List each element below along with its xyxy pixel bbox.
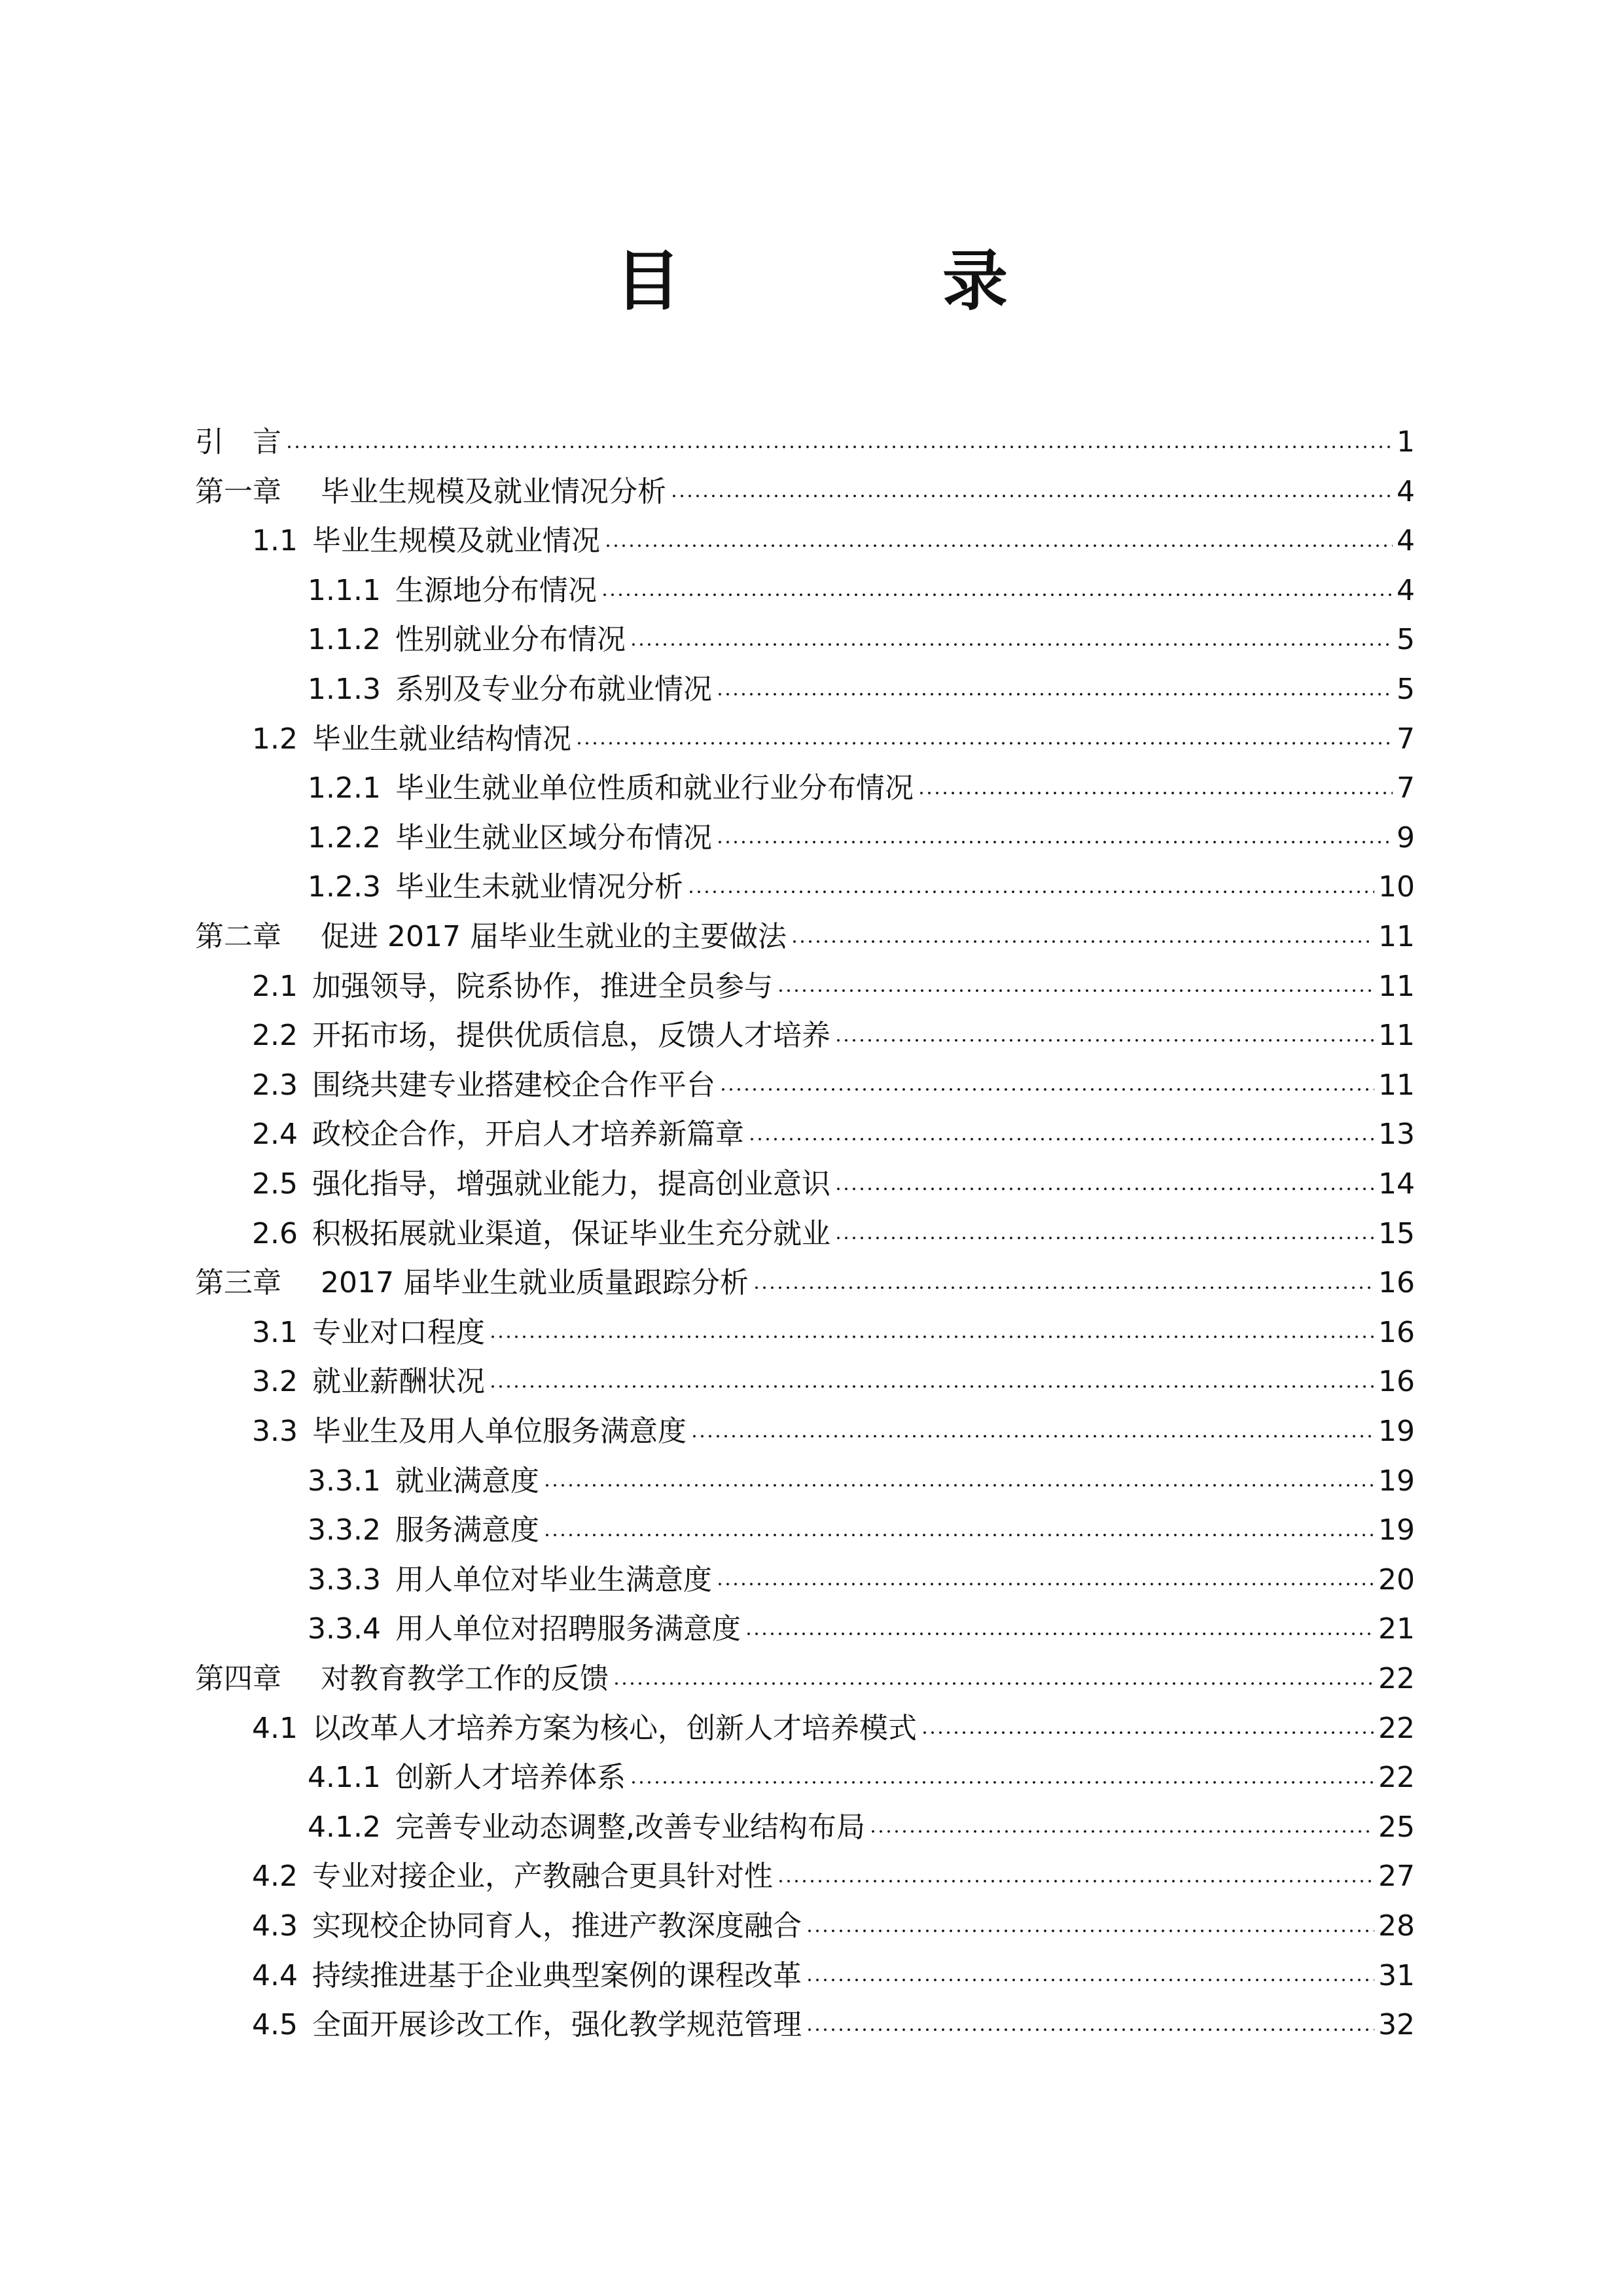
toc-entry[interactable] [308, 615, 1415, 664]
toc-entry[interactable] [195, 467, 1415, 516]
toc-dot-leader [285, 445, 1393, 449]
toc-entry-number: 第一章 [195, 474, 281, 508]
toc-entry-label: 专业对接企业，产教融合更具针对性 [312, 1860, 773, 1894]
toc-entry-number: 3.2 [252, 1365, 298, 1399]
toc-entry-page-number: 11 [1378, 1019, 1415, 1053]
toc-entry[interactable] [252, 1704, 1415, 1753]
toc-entry[interactable] [252, 2000, 1415, 2049]
toc-entry[interactable] [308, 1555, 1415, 1604]
toc-entry-number: 4.4 [252, 1958, 298, 1992]
toc-entry-label: 毕业生未就业情况分析 [395, 870, 683, 904]
toc-entry-number: 3.3.4 [308, 1612, 381, 1646]
toc-entry-page-number: 15 [1378, 1216, 1415, 1250]
toc-entry[interactable] [252, 1852, 1415, 1901]
toc-entry[interactable] [252, 1159, 1415, 1209]
toc-entry[interactable] [195, 1654, 1415, 1703]
toc-entry-label: 开拓市场，提供优质信息，反馈人才培养 [312, 1019, 830, 1053]
toc-entry-number: 2.4 [252, 1118, 298, 1152]
toc-entry[interactable] [308, 1803, 1415, 1852]
toc-dot-leader [834, 1038, 1374, 1042]
toc-entry[interactable] [308, 1457, 1415, 1506]
toc-entry-label: 就业满意度 [395, 1464, 539, 1498]
toc-dot-leader [777, 989, 1374, 993]
toc-entry-label: 政校企合作，开启人才培养新篇章 [312, 1118, 744, 1152]
page-title: 目 录 [615, 243, 1106, 319]
toc-entry-number: 1.1.2 [308, 623, 381, 657]
toc-entry-number: 第二章 [195, 920, 281, 953]
toc-dot-leader [918, 791, 1393, 795]
toc-entry-page-number: 4 [1397, 524, 1415, 558]
toc-entry-page-number: 7 [1397, 722, 1415, 756]
toc-entry[interactable] [195, 417, 1415, 467]
toc-entry[interactable] [252, 1061, 1415, 1110]
toc-entry-page-number: 1 [1397, 425, 1415, 459]
toc-dot-leader [716, 692, 1393, 696]
toc-entry-label: 专业对口程度 [312, 1315, 485, 1349]
toc-entry-number: 4.3 [252, 1909, 298, 1943]
toc-entry-label: 完善专业动态调整,改善专业结构布局 [395, 1810, 865, 1844]
toc-dot-leader [613, 1682, 1374, 1686]
toc-entry-page-number: 11 [1378, 1068, 1415, 1102]
toc-entry-label: 毕业生规模及就业情况分析 [321, 474, 666, 508]
toc-entry-number: 1.1.3 [308, 673, 381, 706]
toc-entry-page-number: 11 [1378, 920, 1415, 953]
toc-entry[interactable] [252, 1951, 1415, 2000]
toc-entry-label: 2017 届毕业生就业质量跟踪分析 [321, 1266, 749, 1300]
toc-entry-number: 3.3.3 [308, 1563, 381, 1597]
toc-dot-leader [806, 2028, 1374, 2032]
toc-entry-page-number: 25 [1378, 1810, 1415, 1844]
toc-entry[interactable] [252, 1308, 1415, 1357]
toc-entry[interactable] [308, 665, 1415, 714]
toc-entry-label: 对教育教学工作的反馈 [321, 1662, 609, 1695]
toc-entry-label: 积极拓展就业渠道，保证毕业生充分就业 [312, 1216, 830, 1250]
toc-dot-leader [791, 940, 1374, 944]
toc-dot-leader [543, 1533, 1374, 1537]
toc-entry-label: 全面开展诊改工作，强化教学规范管理 [312, 2008, 802, 2042]
toc-dot-leader [630, 1780, 1374, 1784]
toc-dot-leader [745, 1632, 1374, 1636]
toc-entry[interactable] [195, 912, 1415, 961]
toc-entry[interactable] [252, 1110, 1415, 1159]
toc-entry-number: 4.2 [252, 1860, 298, 1894]
toc-entry-number: 2.5 [252, 1167, 298, 1201]
toc-dot-leader [604, 544, 1393, 548]
toc-entry-page-number: 4 [1397, 474, 1415, 508]
toc-entry-page-number: 5 [1397, 673, 1415, 706]
toc-entry[interactable] [308, 1753, 1415, 1802]
toc-entry-number: 2.2 [252, 1019, 298, 1053]
toc-entry-page-number: 20 [1378, 1563, 1415, 1597]
toc-entry-number: 1.2.1 [308, 771, 381, 805]
toc-entry-number: 1.2 [252, 722, 298, 756]
toc-dot-leader [489, 1385, 1374, 1388]
toc-entry-page-number: 10 [1378, 870, 1415, 904]
toc-entry-label: 强化指导，增强就业能力，提高创业意识 [312, 1167, 830, 1201]
toc-entry-number: 3.1 [252, 1315, 298, 1349]
toc-entry-page-number: 13 [1378, 1118, 1415, 1152]
toc-entry-number: 3.3 [252, 1415, 298, 1448]
toc-entry-number: 4.1.2 [308, 1810, 381, 1844]
toc-entry-label: 毕业生规模及就业情况 [312, 524, 600, 558]
toc-dot-leader [630, 643, 1393, 646]
toc-entry-page-number: 16 [1378, 1315, 1415, 1349]
toc-entry-label: 加强领导，院系协作，推进全员参与 [312, 969, 773, 1003]
toc-entry-number: 1.1 [252, 524, 298, 558]
toc-entry-number: 4.5 [252, 2008, 298, 2042]
toc-entry-number: 1.2.3 [308, 870, 381, 904]
toc-dot-leader [543, 1483, 1374, 1487]
toc-entry[interactable] [252, 1209, 1415, 1258]
toc-entry-number: 2.1 [252, 969, 298, 1003]
toc-dot-leader [748, 1137, 1374, 1141]
toc-entry-label: 围绕共建专业搭建校企合作平台 [312, 1068, 715, 1102]
toc-entry-page-number: 14 [1378, 1167, 1415, 1201]
toc-entry[interactable] [252, 715, 1415, 764]
toc-entry-page-number: 16 [1378, 1266, 1415, 1300]
toc-entry-label: 就业薪酬状况 [312, 1365, 485, 1399]
toc-entry[interactable] [308, 566, 1415, 615]
toc-entry-number: 3.3.1 [308, 1464, 381, 1498]
toc-entry-number: 第三章 [195, 1266, 281, 1300]
toc-dot-leader [575, 741, 1393, 745]
toc-entry-page-number: 7 [1397, 771, 1415, 805]
toc-entry-label: 用人单位对招聘服务满意度 [395, 1612, 741, 1646]
toc-entry[interactable] [252, 516, 1415, 565]
toc-entry-label: 性别就业分布情况 [395, 623, 626, 657]
toc-entry-page-number: 11 [1378, 969, 1415, 1003]
toc-dot-leader [834, 1187, 1374, 1191]
toc-dot-leader [690, 1434, 1374, 1438]
toc-entry-label: 系别及专业分布就业情况 [395, 673, 712, 706]
toc-entry[interactable] [252, 1011, 1415, 1060]
toc-dot-leader [834, 1236, 1374, 1240]
toc-entry[interactable] [308, 1604, 1415, 1653]
toc-entry-number: 4.1.1 [308, 1761, 381, 1795]
toc-entry-page-number: 22 [1378, 1662, 1415, 1695]
toc-entry-label: 服务满意度 [395, 1513, 539, 1547]
toc-dot-leader [716, 1582, 1374, 1586]
toc-dot-leader [869, 1829, 1374, 1833]
toc-entry-page-number: 19 [1378, 1415, 1415, 1448]
toc-entry[interactable] [308, 862, 1415, 911]
toc-entry-page-number: 27 [1378, 1860, 1415, 1894]
toc-entry-page-number: 32 [1378, 2008, 1415, 2042]
toc-entry-label: 促进 2017 届毕业生就业的主要做法 [321, 920, 787, 953]
toc-entry-number: 2.6 [252, 1216, 298, 1250]
toc-entry-page-number: 22 [1378, 1761, 1415, 1795]
toc-entry-label: 用人单位对毕业生满意度 [395, 1563, 712, 1597]
toc-entry-label: 实现校企协同育人，推进产教深度融合 [312, 1909, 802, 1943]
toc-entry-label: 以改革人才培养方案为核心，创新人才培养模式 [312, 1711, 917, 1745]
toc-entry-number: 3.3.2 [308, 1513, 381, 1547]
toc-entry[interactable] [195, 1258, 1415, 1307]
toc-dot-leader [806, 1978, 1374, 1982]
toc-entry-label: 毕业生就业单位性质和就业行业分布情况 [395, 771, 914, 805]
toc-entry-label: 持续推进基于企业典型案例的课程改革 [312, 1958, 802, 1992]
toc-dot-leader [716, 840, 1393, 844]
toc-entry-page-number: 4 [1397, 573, 1415, 607]
toc-entry[interactable] [252, 1407, 1415, 1456]
toc-dot-leader [777, 1879, 1374, 1883]
toc-dot-leader [806, 1929, 1374, 1933]
toc-dot-leader [670, 494, 1393, 498]
toc-dot-leader [719, 1087, 1374, 1091]
toc-entry[interactable] [252, 1901, 1415, 1951]
toc-entry[interactable] [308, 813, 1415, 862]
toc-entry-page-number: 19 [1378, 1513, 1415, 1547]
toc-entry-page-number: 22 [1378, 1711, 1415, 1745]
toc-dot-leader [687, 890, 1374, 894]
toc-entry[interactable] [308, 1506, 1415, 1555]
toc-entry-label: 毕业生就业区域分布情况 [395, 821, 712, 855]
toc-entry-page-number: 16 [1378, 1365, 1415, 1399]
toc-dot-leader [489, 1335, 1374, 1339]
toc-entry[interactable] [252, 962, 1415, 1011]
toc-entry-number: 1.2.2 [308, 821, 381, 855]
toc-entry-page-number: 31 [1378, 1958, 1415, 1992]
toc-entry-label: 生源地分布情况 [395, 573, 597, 607]
toc-entry-label: 引 言 [195, 425, 281, 459]
toc-entry[interactable] [308, 764, 1415, 813]
toc-dot-leader [753, 1286, 1374, 1290]
toc-entry-number: 1.1.1 [308, 573, 381, 607]
toc-entry-number: 2.3 [252, 1068, 298, 1102]
toc-entry-label: 毕业生及用人单位服务满意度 [312, 1415, 687, 1448]
toc-entry-page-number: 21 [1378, 1612, 1415, 1646]
toc-dot-leader [921, 1731, 1374, 1735]
toc-dot-leader [601, 593, 1393, 597]
toc-entry-number: 4.1 [252, 1711, 298, 1745]
toc-entry-page-number: 5 [1397, 623, 1415, 657]
toc-entry[interactable] [252, 1357, 1415, 1406]
toc-entry-label: 创新人才培养体系 [395, 1761, 626, 1795]
toc-entry-page-number: 28 [1378, 1909, 1415, 1943]
toc-entry-page-number: 9 [1397, 821, 1415, 855]
toc-entry-number: 第四章 [195, 1662, 281, 1695]
toc-entry-page-number: 19 [1378, 1464, 1415, 1498]
toc-entry-label: 毕业生就业结构情况 [312, 722, 571, 756]
